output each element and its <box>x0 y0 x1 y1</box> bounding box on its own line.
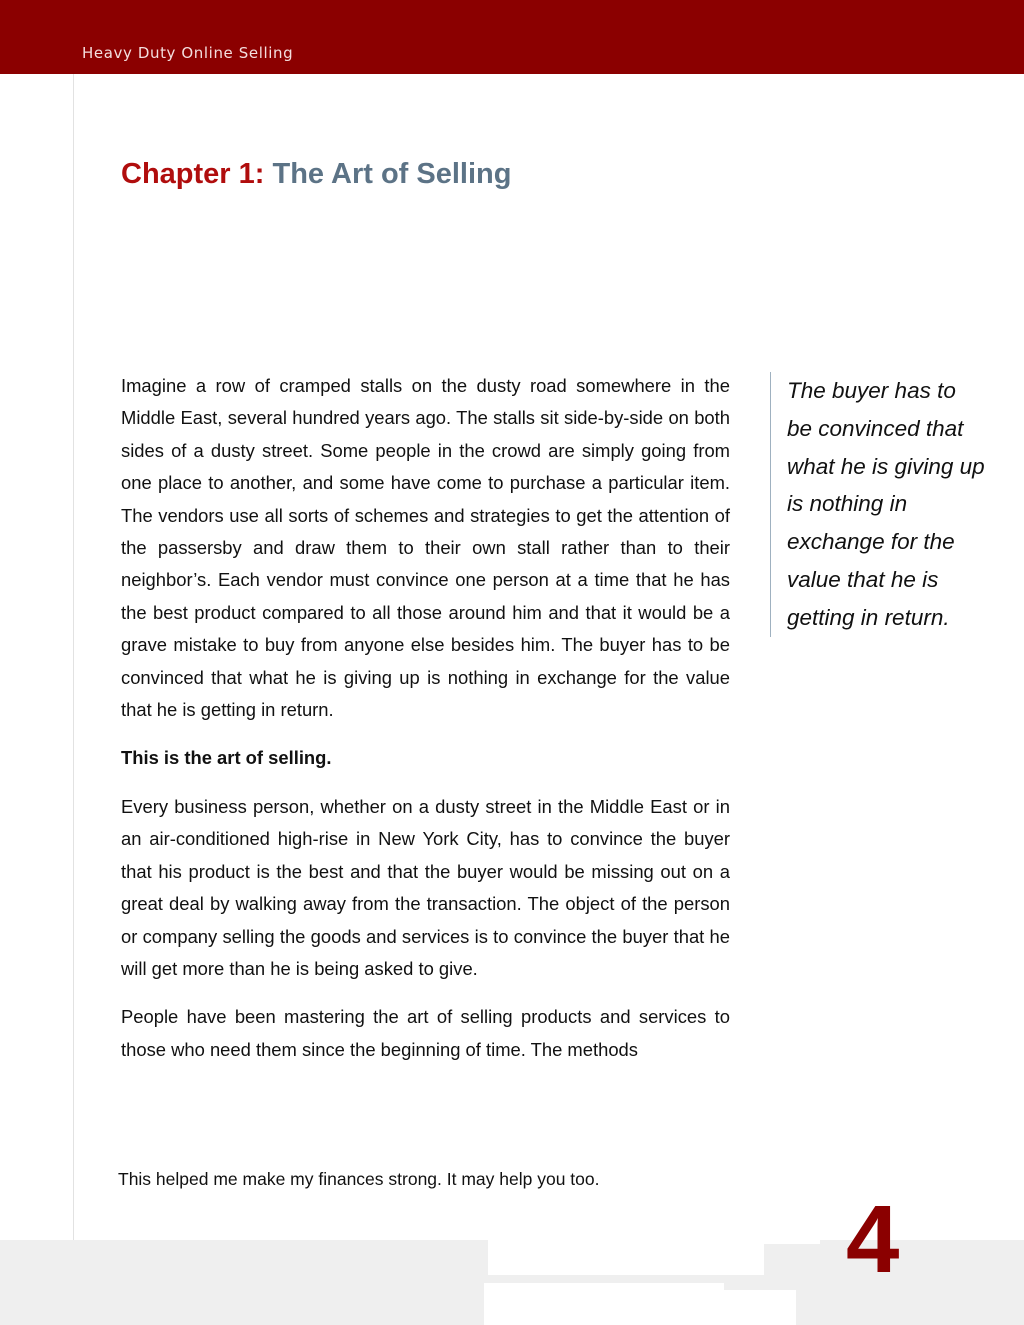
body-text <box>121 370 730 1082</box>
margin-rule <box>73 74 74 1240</box>
paragraph: People have been mastering the art of selling products and services to those who need them since the beginning of time. The methods <box>121 1006 730 1060</box>
footer-decoration <box>484 1283 724 1325</box>
footer-decoration <box>764 1240 820 1244</box>
chapter-heading <box>121 158 511 191</box>
page-number: 4 <box>846 1186 900 1293</box>
chapter-title: The Art of Selling <box>272 158 512 190</box>
paragraph: Imagine a row of cramped stalls on the dusty road somewhere in the Middle East, several hundred years ago. The stalls sit side-by-side on both sides of a dusty street. Some people in the crowd are simply going from one place to another, and some have come to purchase a particular item. The vendors use all sorts of schemes and strategies to get the attention of the passersby and draw them to their own stall rather than to their neighbor’s. Each vendor must convince one person at a time that he has the best product compared to all those around him and that it would be a grave mistake to buy from anyone else besides him. The buyer has to be convinced that what he is giving up is nothing in exchange for the value that he is getting in return. <box>121 375 730 721</box>
pull-quote: The buyer has to be convinced that what he is giving up is nothing in exchange for the value that he is getting in return. <box>770 372 987 637</box>
footer-decoration <box>488 1240 764 1275</box>
emphasis-paragraph: This is the art of selling. <box>121 747 332 769</box>
footer-note: This helped me make my finances strong. It may help you too. <box>118 1169 600 1189</box>
footer-decoration <box>724 1290 796 1325</box>
paragraph: Every business person, whether on a dusty street in the Middle East or in an air-conditioned high-rise in New York City, has to convince the buyer that his product is the best and that the buyer would be missing out on a great deal by walking away from the transaction. The object of the person or company selling the goods and services is to convince the buyer that he will get more than he is being asked to give. <box>121 795 730 979</box>
book-title: Heavy Duty Online Selling <box>82 44 294 62</box>
header-bar <box>0 0 1024 74</box>
chapter-number: Chapter 1: <box>121 158 265 190</box>
